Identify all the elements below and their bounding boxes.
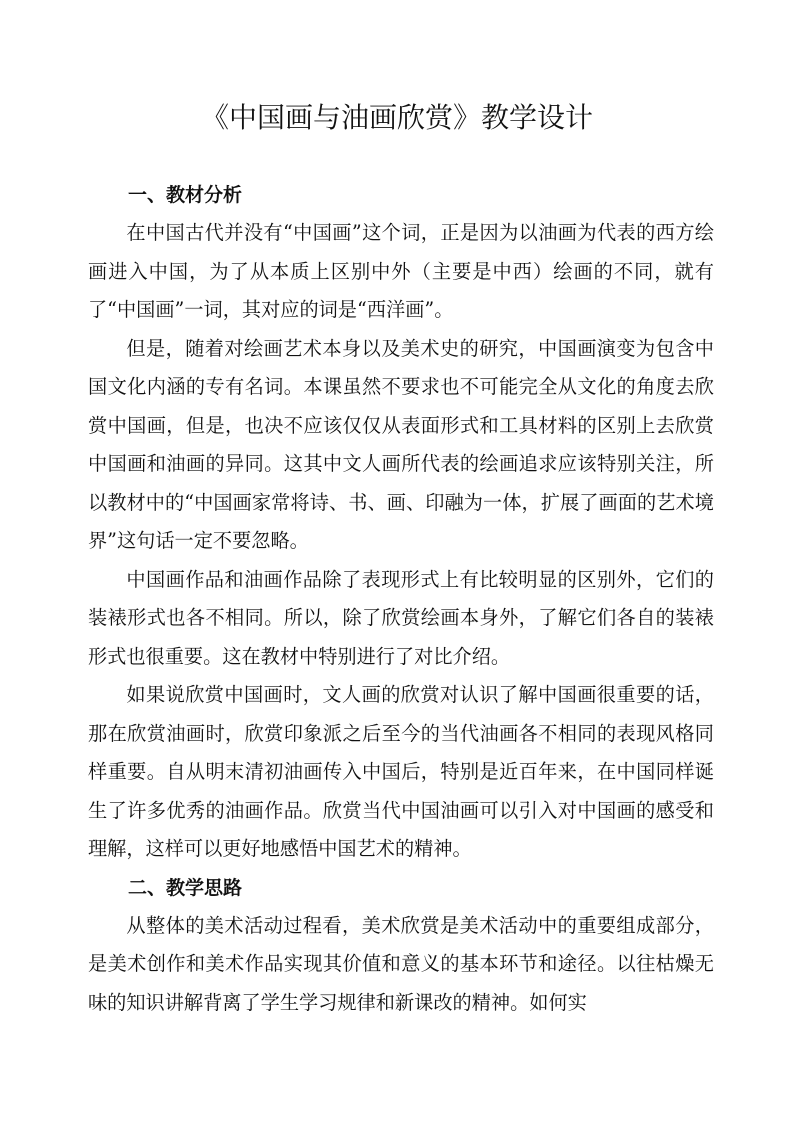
document-title: 《中国画与油画欣赏》教学设计 (200, 101, 593, 134)
section-heading-textbook-analysis: 一、教材分析 (128, 184, 243, 206)
paragraph: 在中国古代并没有“中国画”这个词，正是因为以油画为代表的西方绘画进入中国，为了从本质上区别中外（主要是中西）绘画的不同，就有了“中国画”一词，其对应的词是“西洋画”。 (88, 221, 714, 321)
document-body (88, 176, 714, 1022)
paragraph: 但是，随着对绘画艺术本身以及美术史的研究，中国画演变为包含中国文化内涵的专有名词。本课虽然不要求也不可能完全从文化的角度去欣赏中国画，但是，也决不应该仅仅从表面形式和工具材料的区别上去欣赏中国画和油画的异同。这其中文人画所代表的绘画追求应该特别关注，所以教材中的“中国画家常将诗、书、画、印融为一体，扩展了画面的艺术境界”这句话一定不要忽略。 (88, 336, 714, 552)
paragraph: 如果说欣赏中国画时，文人画的欣赏对认识了解中国画很重要的话，那在欣赏油画时，欣赏印象派之后至今的当代油画各不相同的表现风格同样重要。自从明末清初油画传入中国后，特别是近百年来，在中国同样诞生了许多优秀的油画作品。欣赏当代中国油画可以引入对中国画的感受和理解，这样可以更好地感悟中国艺术的精神。 (88, 683, 714, 860)
paragraph: 从整体的美术活动过程看，美术欣赏是美术活动中的重要组成部分，是美术创作和美术作品实现其价值和意义的基本环节和途径。以往枯燥无味的知识讲解背离了学生学习规律和新课改的精神。如何实 (88, 913, 714, 1014)
paragraph: 中国画作品和油画作品除了表现形式上有比较明显的区别外，它们的装裱形式也各不相同。所以，除了欣赏绘画本身外，了解它们各自的装裱形式也很重要。这在教材中特别进行了对比介绍。 (88, 567, 714, 668)
section-heading-teaching-approach: 二、教学思路 (128, 876, 243, 899)
